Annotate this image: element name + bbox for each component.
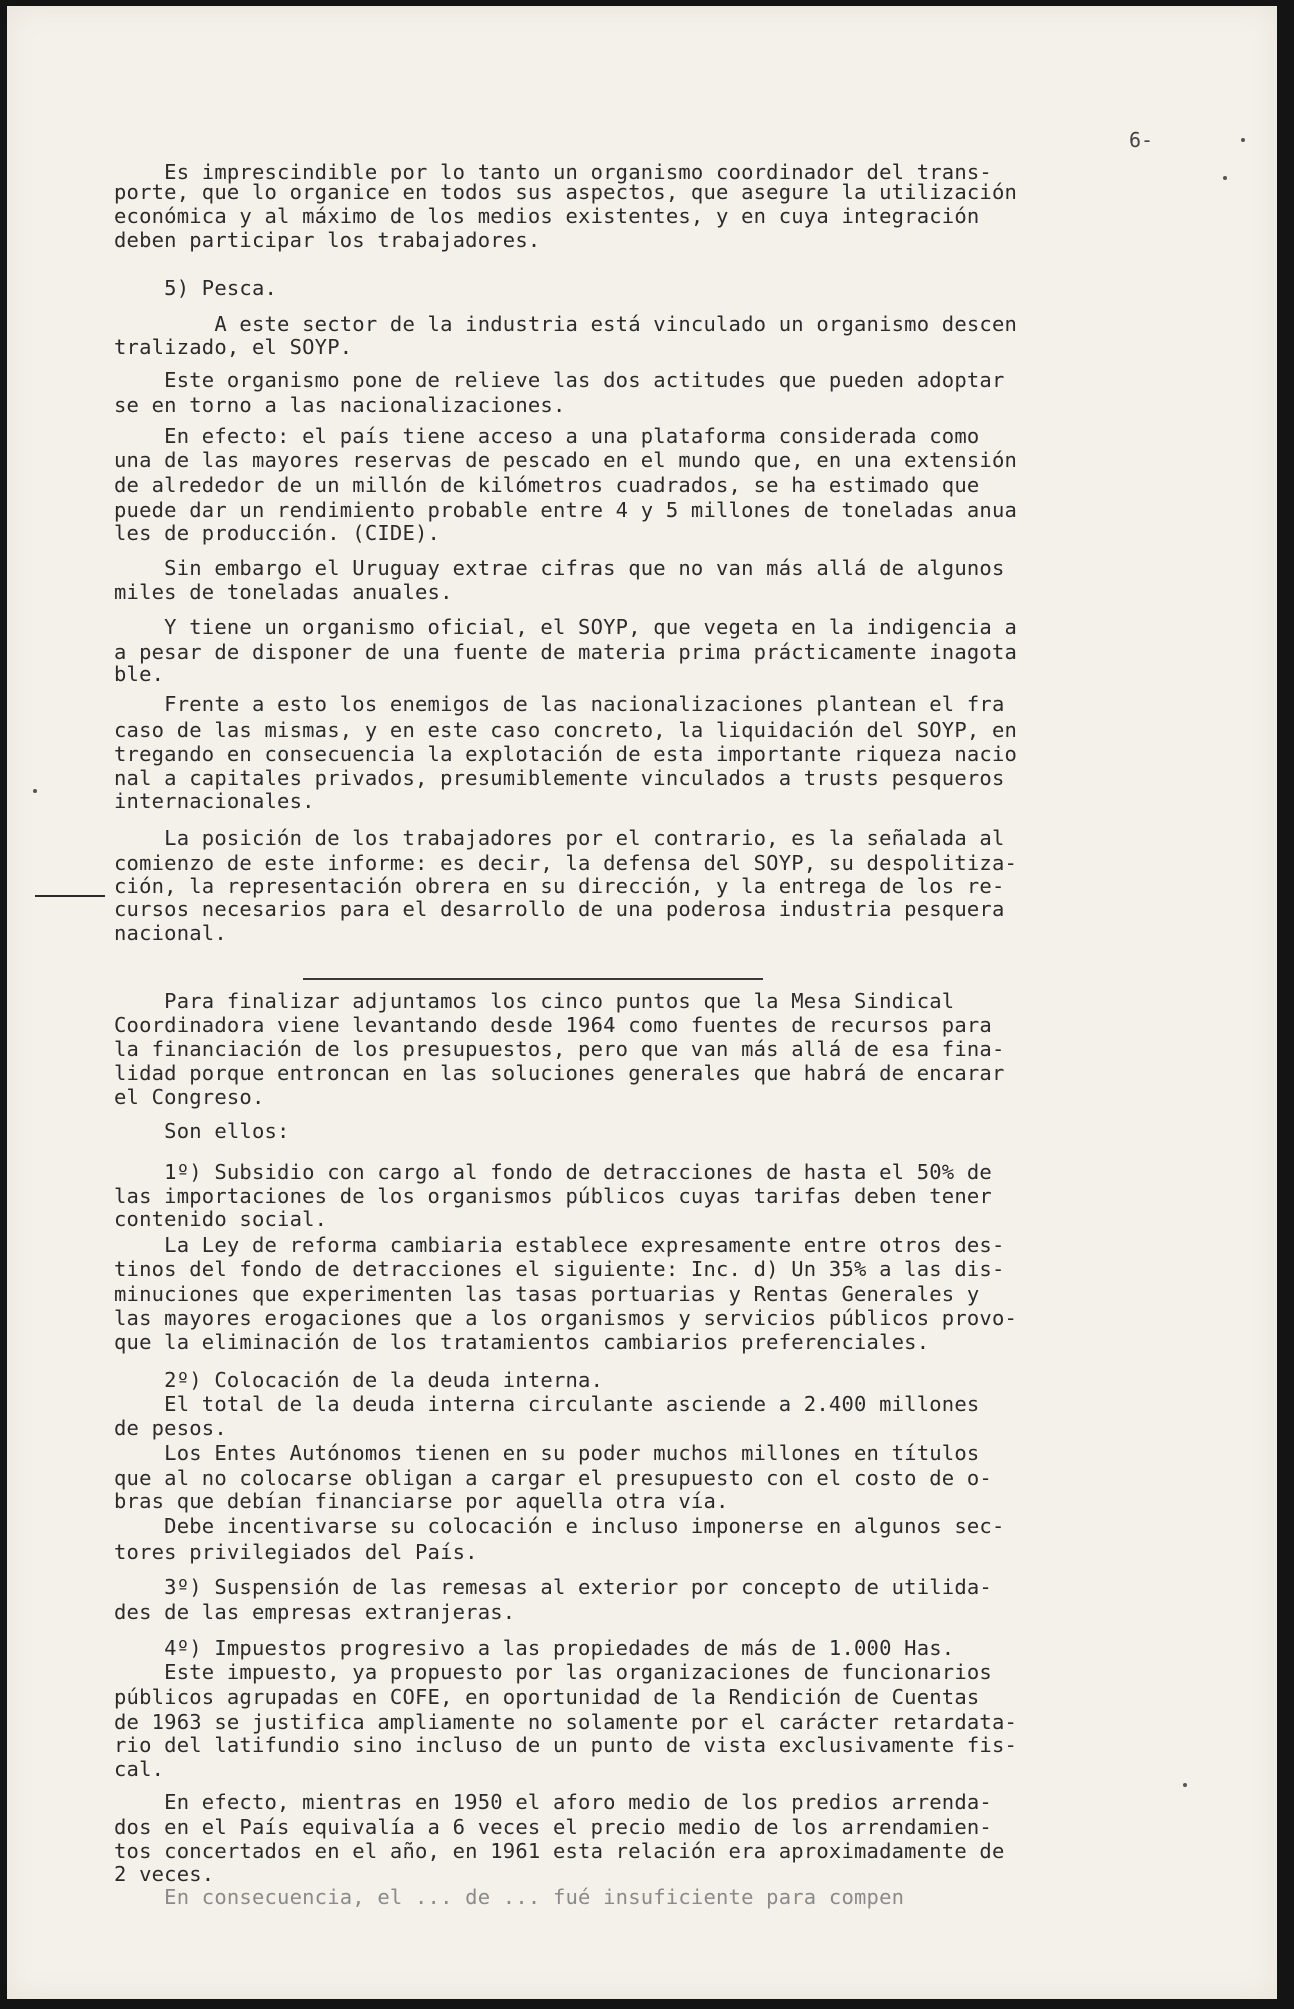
text-line: que al no colocarse obligan a cargar el presupuesto con el costo de o- — [114, 1466, 992, 1490]
text-line: Los Entes Autónomos tienen en su poder muchos millones en títulos — [114, 1441, 980, 1465]
text-line: porte, que lo organice en todos sus aspectos, que asegure la utilización — [114, 180, 1018, 204]
text-line: bras que debían financiarse por aquella otra vía. — [114, 1489, 729, 1513]
page-number: 6- — [1129, 128, 1154, 152]
margin-mark — [35, 895, 105, 897]
text-line: En efecto, mientras en 1950 el aforo medio de los predios arrenda- — [114, 1790, 992, 1814]
text-line: a pesar de disponer de una fuente de materia prima prácticamente inagota — [114, 640, 1018, 664]
text-line: puede dar un rendimiento probable entre 4 y 5 millones de toneladas anua — [114, 498, 1018, 522]
text-line: cal. — [114, 1757, 165, 1781]
text-line: cursos necesarios para el desarrollo de una poderosa industria pesquera — [114, 897, 1005, 921]
text-line: de pesos. — [114, 1416, 227, 1440]
text-line: 4º) Impuestos progresivo a las propiedades de más de 1.000 Has. — [114, 1636, 955, 1660]
text-line: tores privilegiados del País. — [114, 1540, 478, 1564]
text-line: 2º) Colocación de la deuda interna. — [114, 1368, 604, 1392]
text-line: tinos del fondo de detracciones el siguiente: Inc. d) Un 35% a las dis- — [114, 1257, 1005, 1281]
text-line: Este organismo pone de relieve las dos actitudes que pueden adoptar — [114, 368, 1005, 392]
text-line: de alrededor de un millón de kilómetros cuadrados, se ha estimado que — [114, 473, 980, 497]
text-line: Para finalizar adjuntamos los cinco puntos que la Mesa Sindical — [114, 989, 955, 1013]
text-line: ción, la representación obrera en su dirección, y la entrega de los re- — [114, 874, 1005, 898]
text-line: internacionales. — [114, 789, 315, 813]
paper-speck — [1223, 176, 1227, 180]
text-line: Frente a esto los enemigos de las nacionalizaciones plantean el fra — [114, 692, 1005, 716]
text-line: de 1963 se justifica ampliamente no solamente por el carácter retardata- — [114, 1710, 1018, 1734]
paper-speck — [33, 789, 37, 793]
text-line: comienzo de este informe: es decir, la defensa del SOYP, su despolitiza- — [114, 851, 1018, 875]
text-line: Este impuesto, ya propuesto por las organizaciones de funcionarios — [114, 1660, 992, 1684]
text-line: les de producción. (CIDE). — [114, 521, 441, 545]
text-line: nacional. — [114, 921, 227, 945]
text-line: 1º) Subsidio con cargo al fondo de detracciones de hasta el 50% de — [114, 1160, 992, 1184]
text-line: deben participar los trabajadores. — [114, 228, 541, 252]
text-line: En consecuencia, el ... de ... fué insuficiente para compen — [114, 1885, 905, 1909]
text-line: Sin embargo el Uruguay extrae cifras que no van más allá de algunos — [114, 556, 1005, 580]
text-line: lidad porque entroncan en las soluciones generales que habrá de encarar — [114, 1061, 1005, 1085]
text-line: rio del latifundio sino incluso de un punto de vista exclusivamente fis- — [114, 1733, 1018, 1757]
text-line: las mayores erogaciones que a los organismos y servicios públicos provo- — [114, 1306, 1018, 1330]
text-line: públicos agrupadas en COFE, en oportunidad de la Rendición de Cuentas — [114, 1685, 980, 1709]
text-line: 3º) Suspensión de las remesas al exterior por concepto de utilida- — [114, 1575, 992, 1599]
text-line: Debe incentivarse su colocación e incluso imponerse en algunos sec- — [114, 1514, 1005, 1538]
text-line: miles de toneladas anuales. — [114, 580, 453, 604]
text-line: Son ellos: — [114, 1119, 290, 1143]
text-line: económica y al máximo de los medios existentes, y en cuya integración — [114, 204, 980, 228]
text-line: A este sector de la industria está vinculado un organismo descen — [114, 312, 1018, 336]
text-line: el Congreso. — [114, 1085, 265, 1109]
text-line: 5) Pesca. — [114, 276, 278, 300]
text-line: ble. — [114, 662, 165, 686]
text-line: Coordinadora viene levantando desde 1964 como fuentes de recursos para — [114, 1013, 992, 1037]
paper-speck — [1183, 1783, 1187, 1787]
text-line: nal a capitales privados, presumiblemente vinculados a trusts pesqueros — [114, 766, 1005, 790]
text-line: tos concertados en el año, en 1961 esta relación era aproximadamente de — [114, 1839, 1005, 1863]
text-line: dos en el País equivalía a 6 veces el precio medio de los arrendamien- — [114, 1815, 992, 1839]
text-line: 2 veces. — [114, 1862, 215, 1886]
text-line: se en torno a las nacionalizaciones. — [114, 393, 566, 417]
text-line: Y tiene un organismo oficial, el SOYP, que vegeta en la indigencia a — [114, 615, 1018, 639]
text-line: Es imprescindible por lo tanto un organismo coordinador del trans- — [114, 160, 992, 184]
text-line: tralizado, el SOYP. — [114, 335, 353, 359]
text-line: la financiación de los presupuestos, pero que van más allá de esa fina- — [114, 1037, 1005, 1061]
text-line: contenido social. — [114, 1207, 328, 1231]
text-line: tregando en consecuencia la explotación de esta importante riqueza nacio — [114, 742, 1018, 766]
section-divider — [303, 978, 763, 980]
text-line: El total de la deuda interna circulante asciende a 2.400 millones — [114, 1392, 980, 1416]
text-line: las importaciones de los organismos públicos cuyas tarifas deben tener — [114, 1184, 992, 1208]
text-line: que la eliminación de los tratamientos cambiarios preferenciales. — [114, 1330, 930, 1354]
text-line: En efecto: el país tiene acceso a una plataforma considerada como — [114, 424, 980, 448]
text-line: una de las mayores reservas de pescado en el mundo que, en una extensión — [114, 448, 1018, 472]
text-line: minuciones que experimenten las tasas portuarias y Rentas Generales y — [114, 1282, 980, 1306]
text-line: caso de las mismas, y en este caso concreto, la liquidación del SOYP, en — [114, 718, 1018, 742]
text-line: La Ley de reforma cambiaria establece expresamente entre otros des- — [114, 1233, 1005, 1257]
text-line: La posición de los trabajadores por el contrario, es la señalada al — [114, 826, 1005, 850]
paper-speck — [1241, 138, 1245, 142]
document-page — [7, 6, 1277, 1999]
text-line: des de las empresas extranjeras. — [114, 1600, 516, 1624]
